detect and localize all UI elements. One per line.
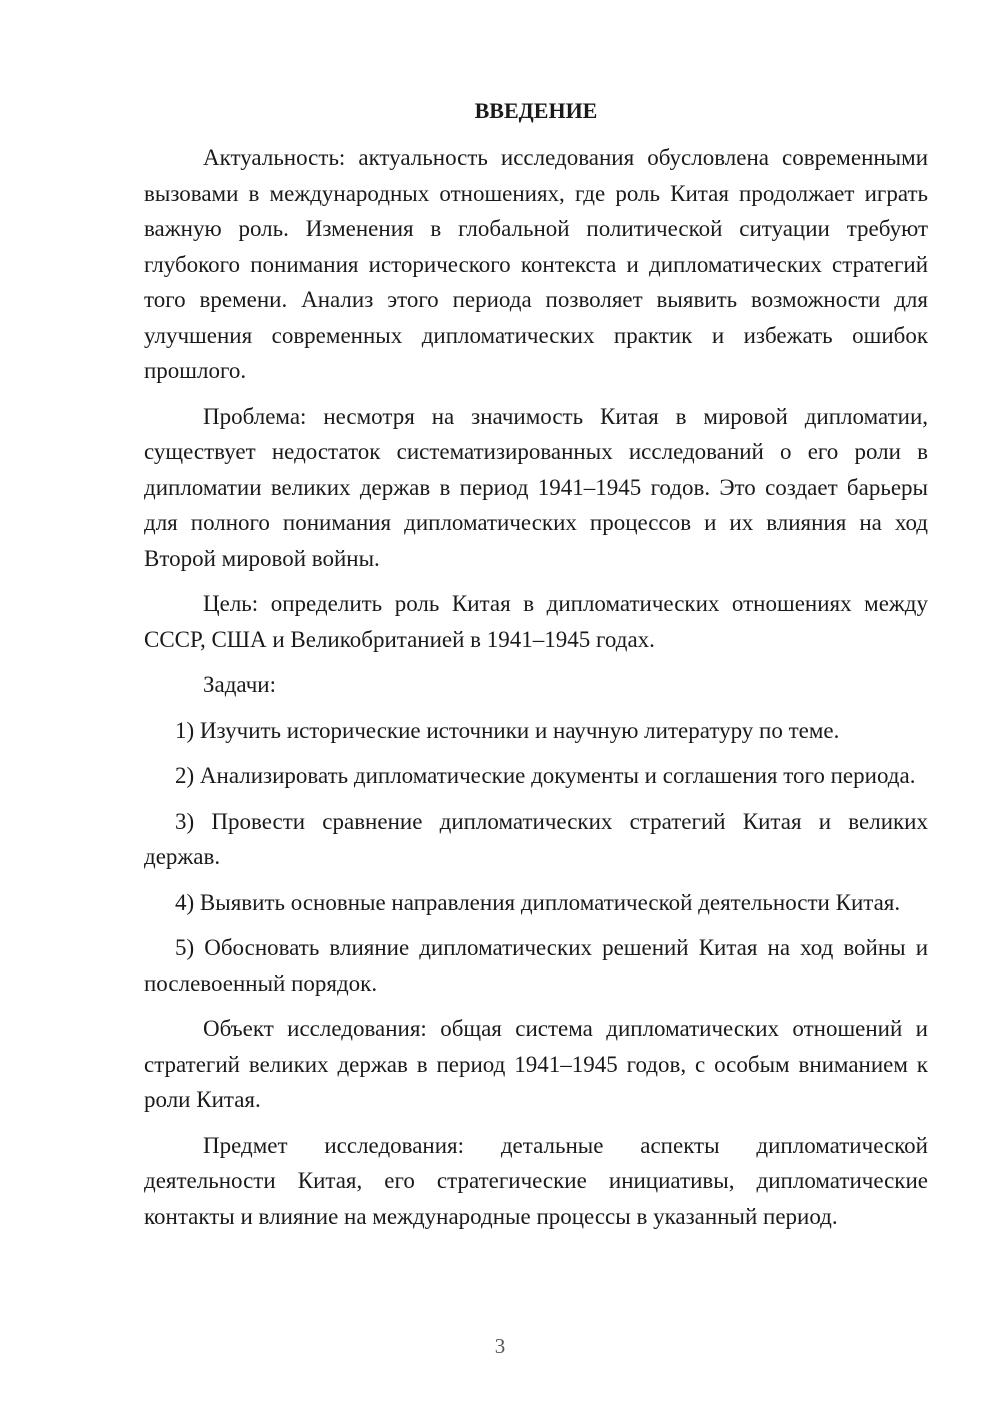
- paragraph-problem: Проблема: несмотря на значимость Китая в мировой дипломатии, существует недостаток систематизированных исследований о его роли в дипломатии великих держав в период 1941–1945 годов. Это создает барьеры для полного понимания дипломатических процессов и их влияния на ход Второй мировой войны.: [144, 403, 928, 571]
- paragraph-goal: Цель: определить роль Китая в дипломатических отношениях между СССР, США и Великобританией в 1941–1945 годах.: [144, 591, 928, 652]
- paragraph-object: Объект исследования: общая система дипломатических отношений и стратегий великих держав в период 1941–1945 годов, с особым вниманием к роли Китая.: [144, 1016, 928, 1112]
- paragraph-relevance: Актуальность: актуальность исследования обусловлена современными вызовами в международных отношениях, где роль Китая продолжает играть важную роль. Изменения в глобальной политической ситуации требуют глубокого понимания исторического контекста и дипломатических стратегий того времени. Анализ этого периода позволяет выявить возможности для улучшения современных дипломатических практик и избежать ошибок прошлого.: [144, 145, 928, 383]
- tasks-heading: Задачи:: [203, 672, 276, 697]
- paragraph-subject: Предмет исследования: детальные аспекты дипломатической деятельности Китая, его стратегические инициативы, дипломатические контакты и влияние на международные процессы в указанный период.: [144, 1132, 928, 1229]
- document-body: [144, 94, 928, 1244]
- task-item-1: 1) Изучить исторические источники и научную литературу по теме.: [175, 717, 840, 743]
- section-title: ВВЕДЕНИЕ: [474, 98, 598, 123]
- task-item-4: 4) Выявить основные направления дипломатической деятельности Китая.: [175, 889, 901, 915]
- page-number: 3: [494, 1334, 506, 1358]
- task-item-2: 2) Анализировать дипломатические документы и соглашения того периода.: [175, 763, 916, 788]
- task-item-3: 3) Провести сравнение дипломатических стратегий Китая и великих держав.: [144, 808, 928, 869]
- task-item-5: 5) Обосновать влияние дипломатических решений Китая на ход войны и послевоенный порядок.: [144, 935, 928, 996]
